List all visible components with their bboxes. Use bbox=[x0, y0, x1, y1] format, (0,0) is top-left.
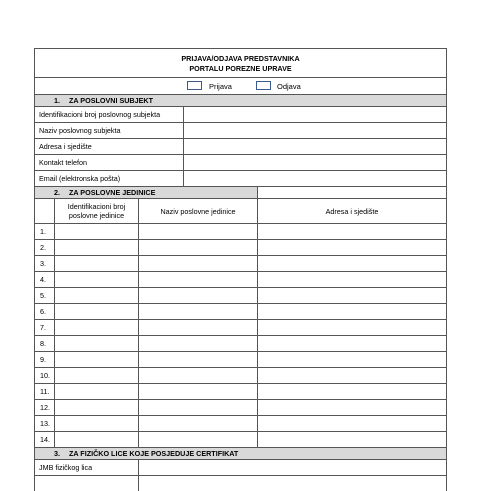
section-3-row bbox=[35, 476, 446, 491]
unit-row bbox=[35, 368, 446, 384]
column-header-name: Naziv poslovne jedinice bbox=[160, 207, 236, 216]
row-number: 10. bbox=[40, 371, 50, 380]
unit-row bbox=[35, 384, 446, 400]
section-2-title: ZA POSLOVNE JEDINICE bbox=[69, 188, 156, 197]
field-label: Identifikacioni broj poslovnog subjekta bbox=[39, 110, 161, 119]
row-number: 9. bbox=[40, 355, 46, 364]
section-1-row bbox=[35, 107, 446, 123]
form-title bbox=[35, 49, 446, 78]
odjava-checkbox[interactable] bbox=[256, 81, 271, 90]
section-1-row bbox=[35, 139, 446, 155]
section-2-number: 2. bbox=[54, 188, 60, 197]
section-3-header bbox=[35, 448, 446, 460]
field-label: JMB fizičkog lica bbox=[39, 463, 93, 472]
row-number: 11. bbox=[40, 387, 50, 396]
unit-row bbox=[35, 288, 446, 304]
unit-row bbox=[35, 336, 446, 352]
field-label: Naziv poslovnog subjekta bbox=[39, 126, 121, 135]
row-number: 13. bbox=[40, 419, 50, 428]
row-number: 2. bbox=[40, 243, 46, 252]
column-header-id: Identifikacioni broj poslovne jedinice bbox=[67, 202, 126, 220]
form-title-line2: PORTALU POREZNE UPRAVE bbox=[189, 64, 292, 73]
row-number: 5. bbox=[40, 291, 46, 300]
prijava-checkbox[interactable] bbox=[187, 81, 202, 90]
unit-row bbox=[35, 256, 446, 272]
row-number: 7. bbox=[40, 323, 46, 332]
section-1-row bbox=[35, 171, 446, 187]
column-header-address: Adresa i sjedište bbox=[325, 207, 379, 216]
row-number: 8. bbox=[40, 339, 46, 348]
row-number: 1. bbox=[40, 227, 46, 236]
section-1-title: ZA POSLOVNI SUBJEKT bbox=[69, 96, 153, 105]
unit-row bbox=[35, 272, 446, 288]
unit-row bbox=[35, 224, 446, 240]
row-number: 12. bbox=[40, 403, 50, 412]
section-3-number: 3. bbox=[54, 449, 60, 458]
section-1-row bbox=[35, 155, 446, 171]
field-label: Kontakt telefon bbox=[39, 158, 87, 167]
unit-row bbox=[35, 400, 446, 416]
row-number: 4. bbox=[40, 275, 46, 284]
section-1-number: 1. bbox=[54, 96, 60, 105]
row-number: 3. bbox=[40, 259, 46, 268]
unit-row bbox=[35, 240, 446, 256]
field-label: Email (elektronska pošta) bbox=[39, 174, 121, 183]
unit-row bbox=[35, 352, 446, 368]
prijava-label: Prijava bbox=[209, 82, 232, 91]
form-title-line1: PRIJAVA/ODJAVA PREDSTAVNIKA bbox=[181, 54, 300, 63]
choice-row bbox=[35, 78, 446, 95]
registration-form bbox=[34, 48, 447, 491]
section-1-header bbox=[35, 95, 446, 107]
unit-row bbox=[35, 304, 446, 320]
section-2-header bbox=[35, 187, 446, 199]
unit-row bbox=[35, 432, 446, 448]
row-number: 6. bbox=[40, 307, 46, 316]
section-2-rows bbox=[35, 224, 446, 448]
section-3-row bbox=[35, 460, 446, 476]
row-number: 14. bbox=[40, 435, 50, 444]
section-3-title: ZA FIZIČKO LICE KOJE POSJEDUJE CERTIFIKAT bbox=[69, 449, 239, 458]
section-2-column-headers bbox=[35, 199, 446, 224]
odjava-label: Odjava bbox=[277, 82, 301, 91]
field-label: Adresa i sjedište bbox=[39, 142, 92, 151]
section-1-row bbox=[35, 123, 446, 139]
unit-row bbox=[35, 416, 446, 432]
unit-row bbox=[35, 320, 446, 336]
